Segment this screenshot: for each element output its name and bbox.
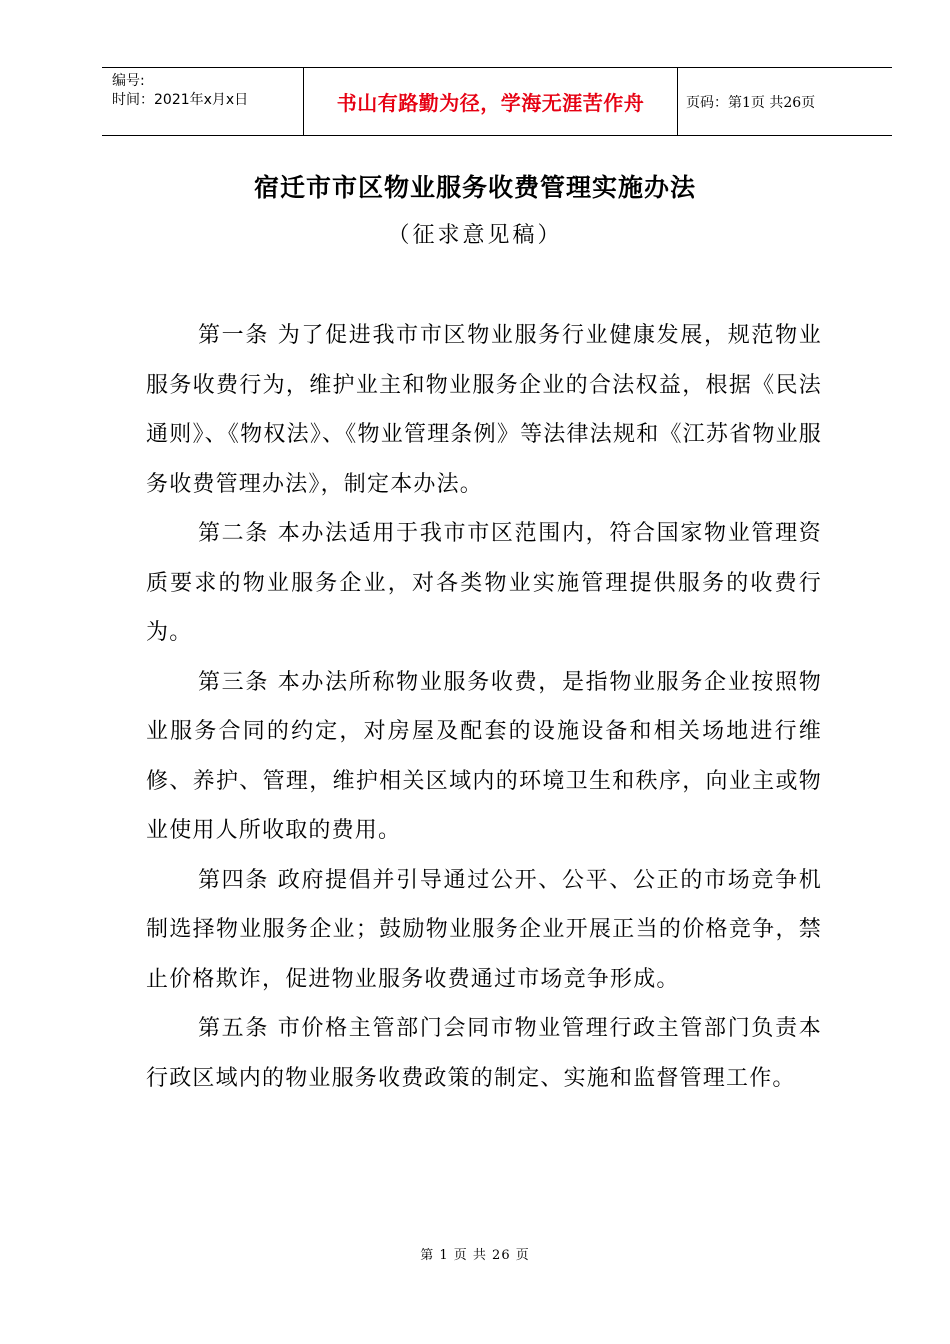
article-1: 第一条 为了促进我市市区物业服务行业健康发展，规范物业服务收费行为，维护业主和物业服务企业的合法权益，根据《民法通则》、《物权法》、《物业管理条例》等法律法规和《江苏省物业服务收费管理办法》，制定本办法。 [146,323,822,497]
article-5: 第五条 市价格主管部门会同市物业管理行政主管部门负责本行政区域内的物业服务收费政策的制定、实施和监督管理工作。 [146,1016,822,1091]
header-meta-cell [102,68,304,135]
number-label: 编号: [112,73,145,89]
document-header [102,67,892,136]
article-4: 第四条 政府提倡并引导通过公开、公平、公正的市场竞争机制选择物业服务企业；鼓励物业服务企业开展正当的价格竞争，禁止价格欺诈，促进物业服务收费通过市场竞争形成。 [146,867,822,992]
page-footer: 第 1 页 共 26 页 [420,1248,530,1263]
header-motto: 书山有路勤为径，学海无涯苦作舟 [304,68,678,135]
document-title: 宿迁市市区物业服务收费管理实施办法 [253,173,696,202]
document-subtitle: （征求意见稿） [387,223,563,248]
article-2: 第二条 本办法适用于我市市区范围内，符合国家物业管理资质要求的物业服务企业，对各类物业实施管理提供服务的收费行为。 [146,521,822,645]
header-page-info: 页码：第1页 共26页 [686,94,816,111]
date-label: 时间：2021年x月x日 [112,92,249,108]
document-body [146,311,822,1103]
article-3: 第三条 本办法所称物业服务收费，是指物业服务企业按照物业服务合同的约定，对房屋及配套的设施设备和相关场地进行维修、养护、管理，维护相关区域内的环境卫生和秩序，向业主或物业使用人所收取的费用。 [146,669,822,843]
